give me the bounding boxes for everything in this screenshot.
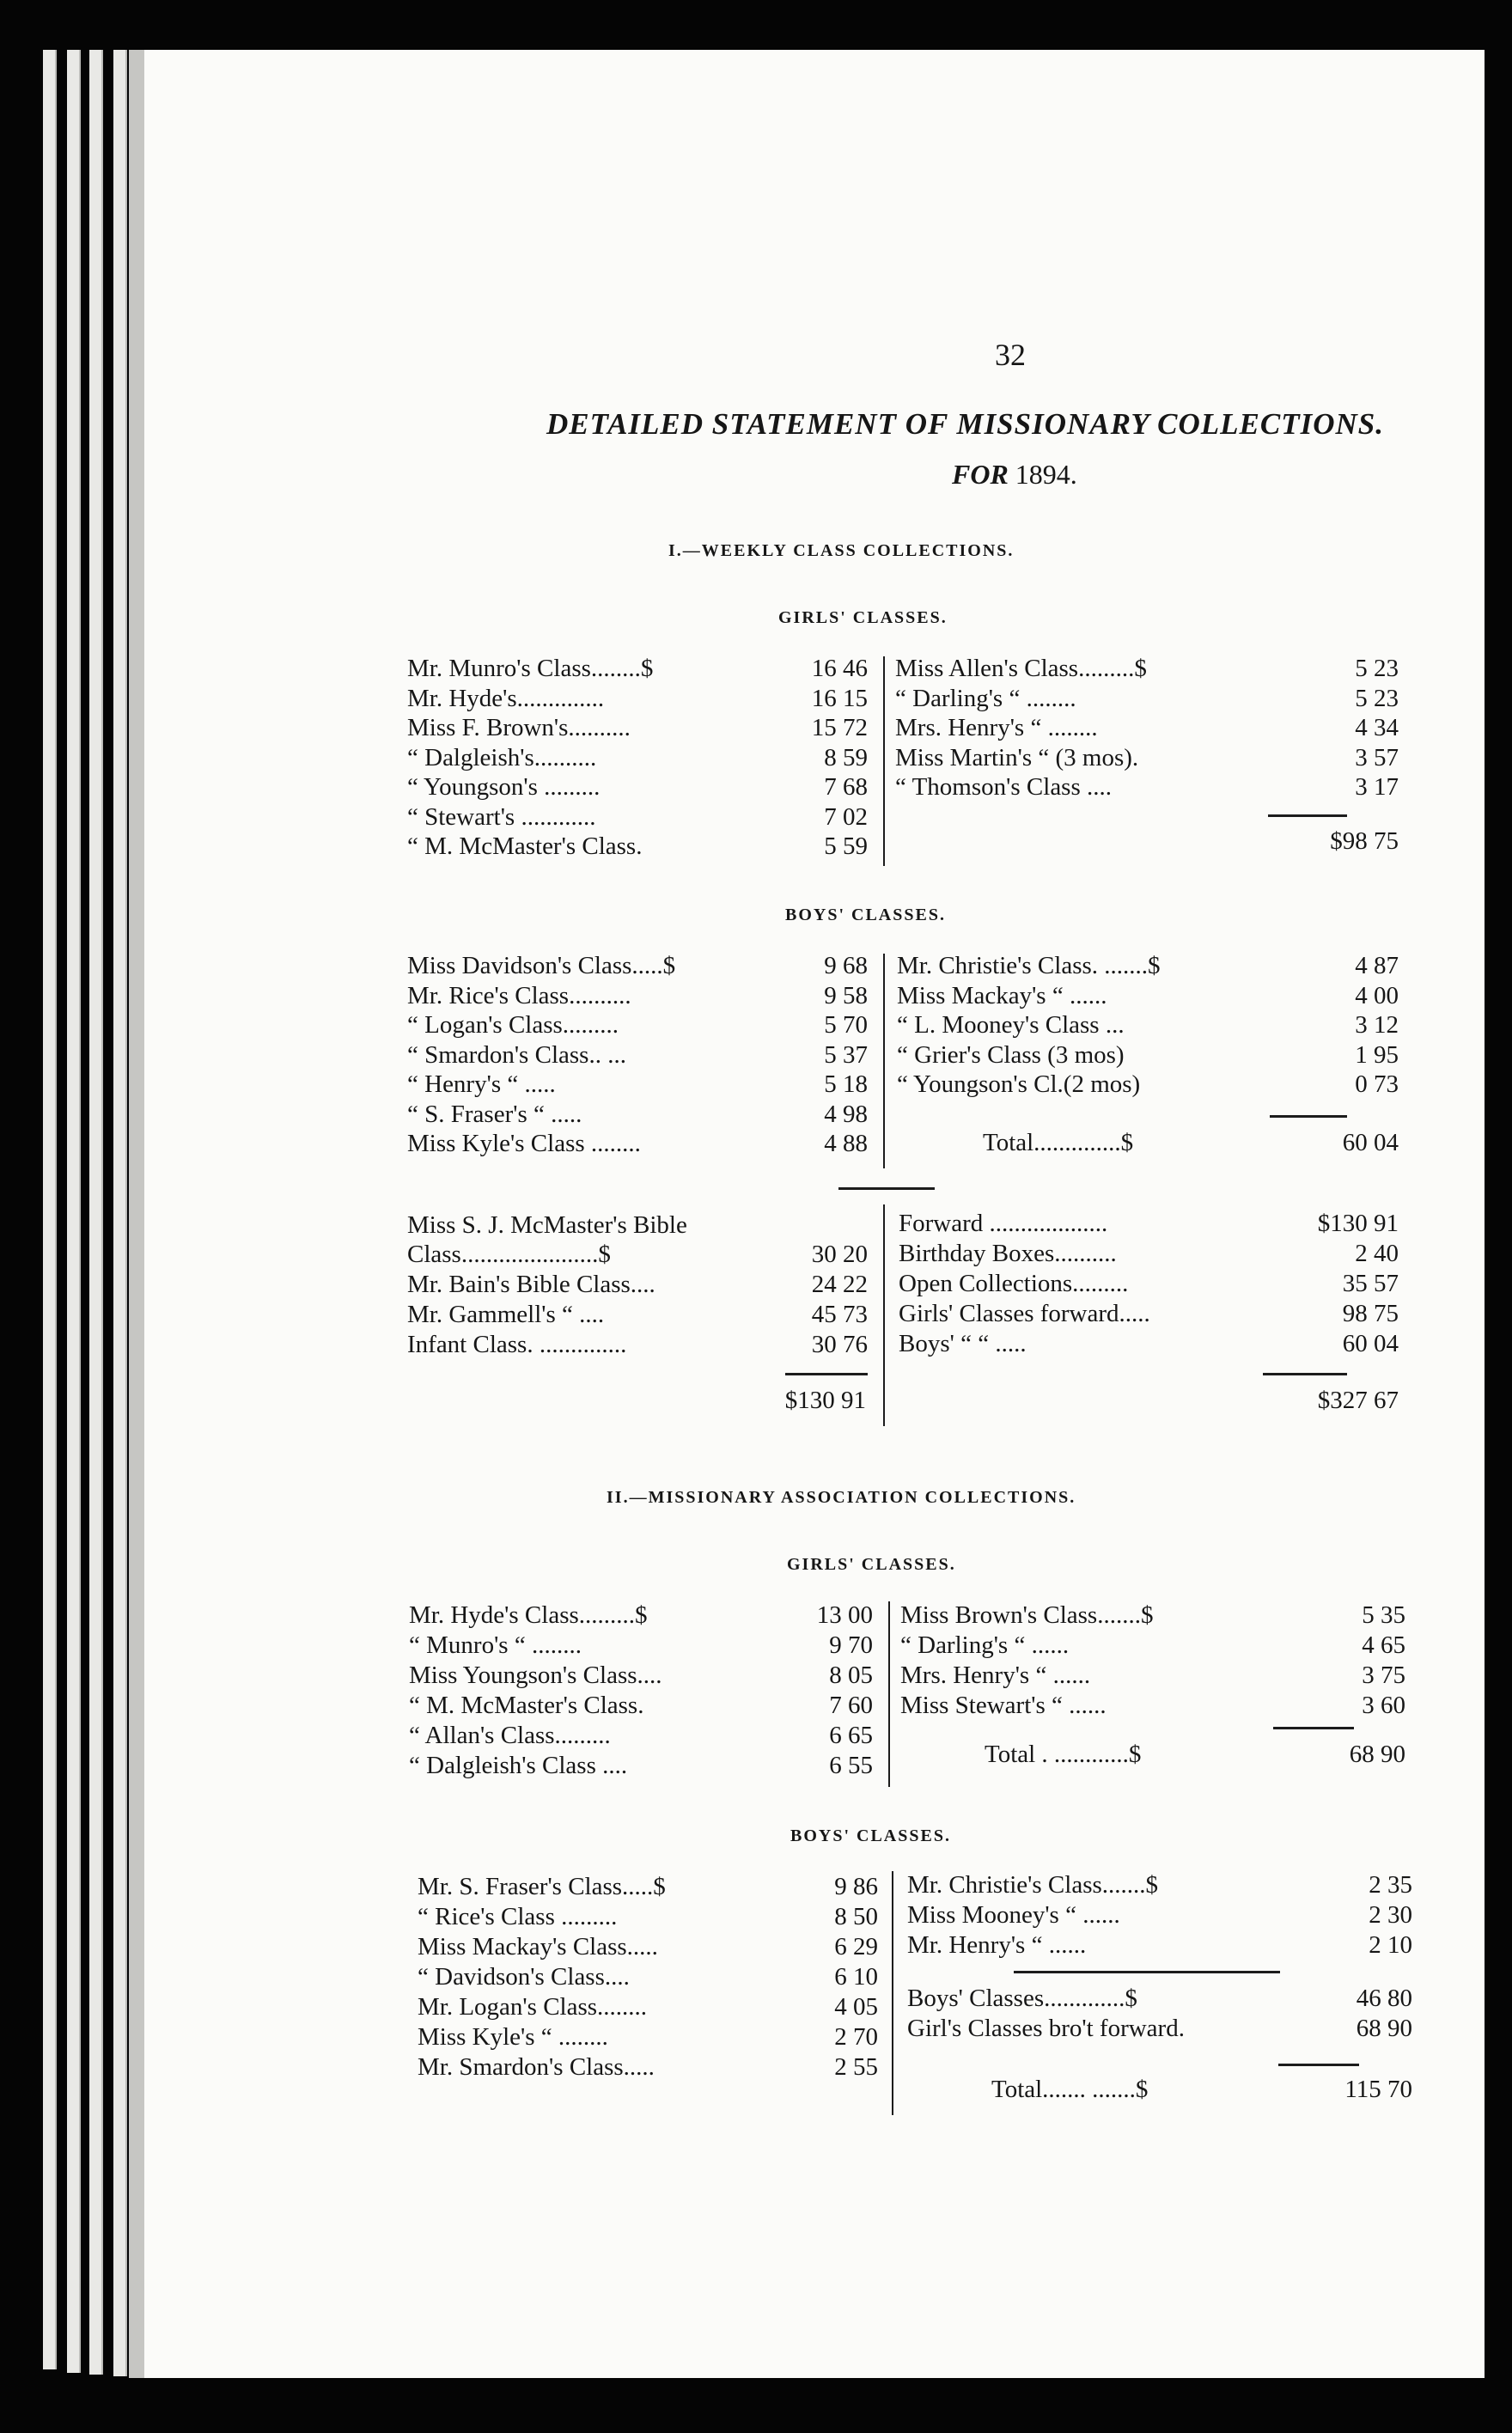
list-item — [418, 1903, 878, 1932]
entry-amount: 2 35 — [1369, 1871, 1412, 1899]
entry-amount: 4 88 — [824, 1130, 868, 1157]
column-divider — [883, 1204, 885, 1426]
entry-amount: 7 60 — [829, 1692, 873, 1719]
entry-amount: 24 22 — [811, 1271, 868, 1298]
entry-amount: 4 65 — [1362, 1631, 1405, 1659]
list-item — [407, 1011, 868, 1040]
entry-amount: 5 18 — [824, 1070, 868, 1098]
entry-amount: 5 35 — [1362, 1601, 1405, 1629]
list-item — [409, 1752, 873, 1781]
column-divider — [883, 954, 885, 1168]
page-title: DETAILED STATEMENT OF MISSIONARY COLLECTIONS. — [546, 407, 1385, 441]
entry-label: Girl's Classes bro't forward. — [907, 2015, 1185, 2042]
list-item — [418, 1933, 878, 1962]
list-item — [407, 714, 868, 743]
entry-amount: 4 87 — [1355, 952, 1399, 979]
entry-label: Mr. Henry's “ ...... — [907, 1931, 1087, 1959]
entry-amount: 5 37 — [824, 1040, 868, 1069]
list-item — [409, 1662, 873, 1691]
entry-amount: 60 04 — [1342, 1330, 1399, 1357]
entry-amount: 8 59 — [824, 743, 868, 771]
list-item — [897, 982, 1399, 1011]
entry-label: Mr. Rice's Class.......... — [407, 981, 631, 1009]
list-item — [907, 2015, 1412, 2044]
entry-label: Miss Mooney's “ ...... — [907, 1901, 1120, 1929]
list-item — [418, 1993, 878, 2022]
list-item — [897, 1011, 1399, 1040]
list-item — [899, 1300, 1399, 1329]
entry-label: “ Stewart's ............ — [407, 802, 596, 831]
list-item — [409, 1601, 873, 1631]
list-item — [895, 744, 1399, 773]
entry-label: Mr. Munro's Class........$ — [407, 655, 654, 682]
entry-label: “ Rice's Class ......... — [418, 1903, 618, 1930]
list-item — [897, 952, 1399, 981]
entry-amount: 7 02 — [824, 802, 868, 831]
total-rule — [1268, 814, 1347, 817]
entry-label: Girls' Classes forward..... — [899, 1300, 1150, 1327]
entry-amount: 6 29 — [834, 1933, 878, 1960]
entry-amount: 9 68 — [824, 952, 868, 979]
list-item — [907, 1871, 1412, 1900]
list-item — [407, 1070, 868, 1100]
list-item — [407, 952, 868, 981]
list-item — [895, 714, 1399, 743]
entry-label: Miss Mackay's Class..... — [418, 1933, 658, 1960]
entry-label: “ Darling's “ ...... — [900, 1631, 1070, 1659]
s1-girls-heading: GIRLS' CLASSES. — [778, 608, 948, 627]
s1-boys-heading: BOYS' CLASSES. — [785, 906, 946, 924]
list-item — [407, 744, 868, 773]
list-item — [407, 982, 868, 1011]
entry-amount: 15 72 — [811, 714, 868, 741]
entry-label: Mr. Christie's Class. .......$ — [897, 952, 1161, 979]
s1-girls-total: $98 75 — [1330, 827, 1399, 855]
entry-label: Mr. Bain's Bible Class.... — [407, 1271, 655, 1298]
entry-label: Mr. Smardon's Class..... — [418, 2053, 655, 2081]
list-item — [895, 655, 1399, 684]
entry-label: Mr. Logan's Class........ — [418, 1993, 648, 2021]
entry-label: Birthday Boxes.......... — [899, 1240, 1117, 1267]
list-item — [907, 1931, 1412, 1960]
block-separator — [838, 1187, 935, 1190]
entry-label: Open Collections......... — [899, 1270, 1129, 1297]
entry-amount: 9 86 — [834, 1873, 878, 1900]
list-item — [907, 1901, 1412, 1930]
list-item — [900, 1662, 1405, 1691]
entry-amount: 3 12 — [1355, 1011, 1399, 1039]
entry-amount: 68 90 — [1356, 2015, 1412, 2042]
entry-label: “ Allan's Class......... — [409, 1722, 611, 1749]
total-rule — [1278, 2064, 1359, 2066]
section-2-heading: II.—MISSIONARY ASSOCIATION COLLECTIONS. — [607, 1488, 1076, 1507]
list-item — [409, 1631, 873, 1661]
entry-amount: 2 10 — [1369, 1931, 1412, 1959]
entry-amount: 2 70 — [834, 2023, 878, 2051]
list-item — [407, 685, 868, 714]
entry-label: Forward ................... — [899, 1210, 1108, 1237]
list-item — [407, 1101, 868, 1130]
entry-label: Miss Davidson's Class.....$ — [407, 952, 676, 979]
entry-amount: 1 95 — [1355, 1040, 1399, 1069]
entry-amount: 5 59 — [824, 832, 868, 860]
entry-amount: 5 23 — [1355, 655, 1399, 682]
entry-amount: 9 58 — [824, 981, 868, 1009]
entry-amount: 4 05 — [834, 1993, 878, 2021]
page-gutter-shadow — [129, 50, 144, 2378]
entry-label: “ Smardon's Class.. ... — [407, 1040, 626, 1069]
list-item — [900, 1631, 1405, 1661]
entry-amount: 3 57 — [1355, 743, 1399, 771]
s2-boys-heading: BOYS' CLASSES. — [790, 1826, 951, 1845]
list-item — [407, 1271, 868, 1300]
list-item — [895, 773, 1399, 802]
document-page — [144, 50, 1485, 2378]
entry-label: Miss Allen's Class.........$ — [895, 655, 1147, 682]
entry-label: Miss Kyle's “ ........ — [418, 2023, 608, 2051]
entry-amount: 16 46 — [811, 655, 868, 682]
entry-amount: 4 00 — [1355, 981, 1399, 1009]
list-item — [899, 1330, 1399, 1359]
entry-label: “ M. McMaster's Class. — [407, 832, 643, 860]
entry-label: Miss Martin's “ (3 mos). — [895, 743, 1139, 771]
entry-label: “ Dalgleish's Class .... — [409, 1752, 628, 1779]
entry-label: Mr. Christie's Class.......$ — [907, 1871, 1159, 1899]
column-divider — [892, 1871, 893, 2115]
entry-amount: 6 65 — [829, 1722, 873, 1749]
page-number: 32 — [995, 338, 1026, 372]
entry-amount: 9 70 — [829, 1631, 873, 1659]
list-item — [407, 773, 868, 802]
entry-amount: 3 75 — [1362, 1662, 1405, 1689]
entry-amount: 6 55 — [829, 1752, 873, 1779]
page-edge — [67, 50, 81, 2373]
entry-amount: 8 50 — [834, 1903, 878, 1930]
entry-label: “ Davidson's Class.... — [418, 1963, 630, 1991]
entry-amount: 4 98 — [824, 1100, 868, 1128]
list-item — [899, 1210, 1399, 1239]
entry-label: Miss Stewart's “ ...... — [900, 1692, 1107, 1719]
list-item — [407, 1301, 868, 1330]
entry-amount: 30 76 — [811, 1331, 868, 1358]
list-item — [409, 1722, 873, 1751]
page-subtitle — [952, 459, 1077, 491]
entry-amount: 30 20 — [811, 1241, 868, 1268]
s1-boys-total: Total..............$ 60 04 — [983, 1129, 1399, 1156]
entry-label: Mrs. Henry's “ ...... — [900, 1662, 1091, 1689]
entry-label: “ S. Fraser's “ ..... — [407, 1100, 582, 1128]
entry-label: “ M. McMaster's Class. — [409, 1692, 644, 1719]
total-rule — [1270, 1115, 1347, 1118]
total-rule — [785, 1373, 868, 1375]
list-item — [407, 655, 868, 684]
list-item — [907, 1985, 1412, 2014]
list-item — [407, 832, 868, 862]
entry-label: “ Munro's “ ........ — [409, 1631, 582, 1659]
list-item — [900, 1692, 1405, 1721]
entry-label: “ Youngson's ......... — [407, 773, 601, 801]
entry-amount: 3 60 — [1362, 1692, 1405, 1719]
entry-label: Mr. S. Fraser's Class.....$ — [418, 1873, 666, 1900]
entry-amount: 46 80 — [1356, 1985, 1412, 2012]
entry-label: Mr. Gammell's “ .... — [407, 1301, 605, 1328]
subtitle-prefix: FOR — [952, 459, 1009, 490]
entry-label: Infant Class. .............. — [407, 1331, 627, 1358]
list-item — [409, 1692, 873, 1721]
column-divider — [888, 1601, 890, 1787]
column-divider — [883, 656, 885, 866]
entry-label: Mr. Hyde's.............. — [407, 684, 605, 712]
entry-label: Miss Mackay's “ ...... — [897, 981, 1107, 1009]
entry-label: “ Grier's Class (3 mos) — [897, 1040, 1125, 1069]
summary-rule — [1014, 1971, 1280, 1973]
list-item — [897, 1041, 1399, 1070]
section-1-heading: I.—WEEKLY CLASS COLLECTIONS. — [668, 541, 1015, 560]
entry-amount: 5 23 — [1355, 684, 1399, 712]
list-item — [407, 803, 868, 832]
entry-amount: 4 34 — [1355, 714, 1399, 741]
entry-amount: 45 73 — [811, 1301, 868, 1328]
list-item — [418, 2053, 878, 2082]
entry-amount: $130 91 — [1317, 1210, 1399, 1237]
entry-label: Boys' “ “ ..... — [899, 1330, 1027, 1357]
total-rule — [1263, 1373, 1347, 1375]
entry-label: “ L. Mooney's Class ... — [897, 1011, 1125, 1039]
subtitle-year: 1894. — [1015, 459, 1077, 490]
list-item — [407, 1241, 868, 1270]
entry-amount: 98 75 — [1342, 1300, 1399, 1327]
entry-label: Miss F. Brown's.......... — [407, 714, 631, 741]
entry-label: “ Dalgleish's.......... — [407, 743, 597, 771]
entry-label: “ Youngson's Cl.(2 mos) — [897, 1070, 1141, 1098]
bible-left-total: $130 91 — [784, 1387, 866, 1414]
entry-amount: 7 68 — [824, 773, 868, 801]
bible-right-total: $327 67 — [1317, 1387, 1399, 1414]
entry-label: Mr. Hyde's Class.........$ — [409, 1601, 648, 1629]
list-item — [900, 1601, 1405, 1631]
page-edge — [89, 50, 103, 2375]
entry-amount: 2 55 — [834, 2053, 878, 2081]
list-item — [407, 1130, 868, 1159]
page-edge — [43, 50, 57, 2369]
list-item — [407, 1331, 868, 1360]
list-item — [899, 1270, 1399, 1299]
entry-label: Class......................$ — [407, 1241, 611, 1268]
bible-class-line-1: Miss S. J. McMaster's Bible — [407, 1211, 687, 1239]
entry-amount: 6 10 — [834, 1963, 878, 1991]
page-edge — [113, 50, 127, 2376]
total-rule — [1273, 1727, 1354, 1729]
entry-label: Miss Kyle's Class ........ — [407, 1130, 641, 1157]
list-item — [418, 1873, 878, 1902]
entry-amount: 16 15 — [811, 684, 868, 712]
s2-girls-heading: GIRLS' CLASSES. — [787, 1555, 956, 1574]
list-item — [897, 1070, 1399, 1100]
list-item — [418, 2023, 878, 2052]
list-item — [418, 1963, 878, 1992]
entry-amount: 35 57 — [1342, 1270, 1399, 1297]
entry-label: Miss Youngson's Class.... — [409, 1662, 662, 1689]
s2-girls-total: Total . ............$ 68 90 — [985, 1741, 1405, 1768]
entry-label: Boys' Classes.............$ — [907, 1985, 1137, 2012]
entry-amount: 5 70 — [824, 1011, 868, 1039]
entry-label: Miss Brown's Class.......$ — [900, 1601, 1154, 1629]
entry-amount: 13 00 — [816, 1601, 873, 1629]
entry-amount: 3 17 — [1355, 773, 1399, 801]
list-item — [899, 1240, 1399, 1269]
entry-label: “ Logan's Class......... — [407, 1011, 619, 1039]
entry-amount: 8 05 — [829, 1662, 873, 1689]
entry-amount: 2 40 — [1355, 1240, 1399, 1267]
s2-boys-total: Total....... .......$ 115 70 — [991, 2076, 1412, 2103]
entry-label: “ Henry's “ ..... — [407, 1070, 556, 1098]
list-item — [407, 1041, 868, 1070]
entry-label: “ Darling's “ ........ — [895, 684, 1076, 712]
entry-amount: 0 73 — [1355, 1070, 1399, 1098]
entry-label: Mrs. Henry's “ ........ — [895, 714, 1098, 741]
entry-label: “ Thomson's Class .... — [895, 773, 1113, 801]
entry-amount: 2 30 — [1369, 1901, 1412, 1929]
list-item — [895, 685, 1399, 714]
